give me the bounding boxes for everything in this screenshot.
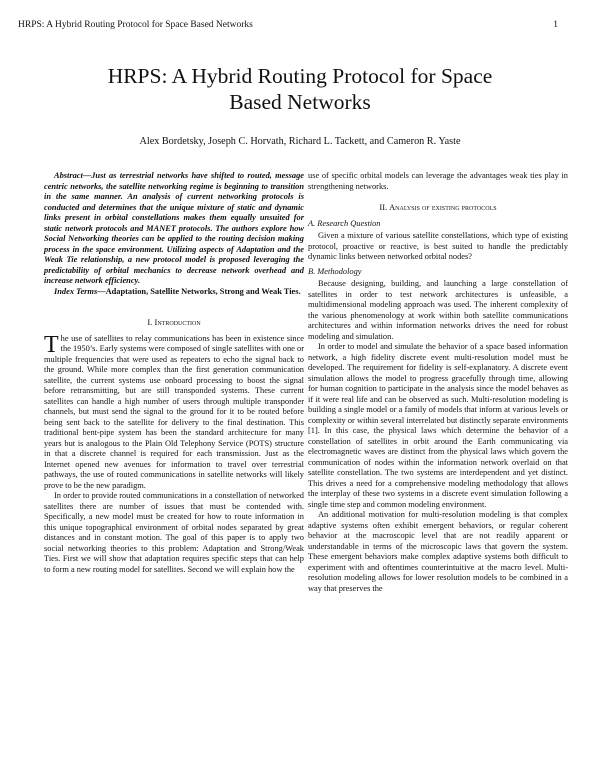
methodology-paragraph-2: In order to model and simulate the behavior of a space based information network, a high fidelity discrete event multi-resolution model must be developed. The requirement for fidelity is self-explanatory. A discrete event simulation allows the model to progress gracefully through time, allowing for human cognition to participate in the analysis since the model behaves as if it were real life and can be observed as such. Multi-resolution modeling is building a single model or a family of models that inform at various levels or complexity or within several interrelated but distinctly separate environments [1]. In this case, the physical laws which determine the behavior of a constellation of satellites in orbit around the Earth communicating via electromagnetic waves are distinct from the physical laws which govern the communication of nodes within the information network overlaid on that satellite constellation. The two systems are interdependent and yet distinct. This drives a need for a comprehensive modeling methodology that allows the interplay of these two systems in a discrete event simulation following a single time step and common modeling environment.	[308, 342, 568, 509]
intro-paragraph-2: In order to provide routed communications in a constellation of networked satellites there are number of issues that must be contended with. Specifically, a new model must be created for how to route information in this unique topographical environment of orbital nodes separated by great distances and in constant motion. The goal of this paper is to apply two social networking theories to this problem: Adaptation and Strong/Weak Ties. First we will show that adaptation requires specific steps that can help to form a new routing model for satellites. Second we will explain how the	[44, 491, 304, 574]
abstract	[44, 171, 304, 287]
abstract-label: Abstract	[54, 171, 83, 180]
methodology-paragraph-1: Because designing, building, and launching a large constellation of satellites in order to test network architectures is unfeasible, a multidimensional modeling approach was used. The inherent complexity of the various phenomenology at work within both satellite communications architectures and within information networks drives the need for robust modeling and simulation.	[308, 279, 568, 341]
left-column	[44, 171, 304, 575]
title-line-2: Based Networks	[229, 90, 371, 114]
index-terms-text: —Adaptation, Satellite Networks, Strong and Weak Ties.	[97, 286, 301, 296]
title-line-1: HRPS: A Hybrid Routing Protocol for Space	[107, 64, 493, 88]
drop-cap: T	[44, 331, 59, 358]
index-terms	[44, 287, 304, 298]
subheading-methodology: B. Methodology	[308, 266, 362, 276]
abstract-text: —Just as terrestrial networks have shifted to routed, message centric networks, the satellite networking regime is beginning to transition in the same manner. An analysis of current networking protocols is conducted and determines that the unique mixture of static and dynamic links present in orbital constellations makes them equally unsuited for static network protocols and MANET protocols. The authors explore how Social Networking theories can be applied to the routing decision making process in the space environment. Utilizing aspects of Adaptation and the Weak Tie relationship, a new protocol model is proposed leveraging the predictability of orbital mechanics to decrease network overhead and increase network efficiency.	[44, 171, 304, 285]
section-heading-introduction: I. Introduction	[147, 317, 201, 327]
right-column	[308, 171, 568, 594]
research-question-paragraph: Given a mixture of various satellite constellations, which type of existing protocol, proactive or reactive, is best suited to handle the predictably dynamic links between networked orbital nodes?	[308, 231, 568, 261]
page-number: 1	[553, 20, 558, 30]
methodology-paragraph-3: An additional motivation for multi-resolution modeling is that complex adaptive systems often exhibit emergent behaviors, or regular coherent behavior at the macroscopic level that are not readily apparent or understandable in terms of the microscopic laws that govern the system. These emergent behaviors make complex adaptive systems both difficult to experiment with and oftentimes counterintuitive at the macro level. Multi-resolution modeling allows for lower resolution models to be combined in a way that preserves the	[308, 510, 568, 593]
running-head	[18, 20, 558, 30]
paper-title	[60, 63, 540, 115]
continued-paragraph: use of specific orbital models can leverage the advantages weak ties play in strengthening networks.	[308, 171, 568, 191]
intro-paragraph-1	[44, 331, 304, 492]
author-list: Alex Bordetsky, Joseph C. Horvath, Richard L. Tackett, and Cameron R. Yaste	[139, 136, 461, 147]
running-head-title: HRPS: A Hybrid Routing Protocol for Space Based Networks	[18, 20, 253, 30]
section-heading-analysis: II. Analysis of existing protocols	[379, 202, 497, 212]
index-terms-label: Index Terms	[54, 286, 98, 296]
subheading-research-question: A. Research Question	[308, 218, 381, 228]
intro-paragraph-1-text: he use of satellites to relay communications has been in existence since the 1950’s. Early systems were composed of single satellites with one or multiple frequencies that were used as repeaters to echo the signal back to the ground. While more complex than the first generation communication satellite, the current systems use onboard processing to boost the signal before retransmitting, but are still transponded systems. These current satellites can handle a high number of users through multiple transponder channels, but must send the signal to the ground for it to be routed before being sent back to the satellite for delivery to the final destination. This traditional bent-pipe system has been the standard architecture for many years but is analogous to the Plain Old Telephony Service (POTS) structure in that a discrete channel is required for each transmission. Just as the Internet opened new avenues for information to travel over terrestrial pathways, the use of routed communications in satellite networks will likely prove to be the new paradigm.	[44, 333, 304, 490]
